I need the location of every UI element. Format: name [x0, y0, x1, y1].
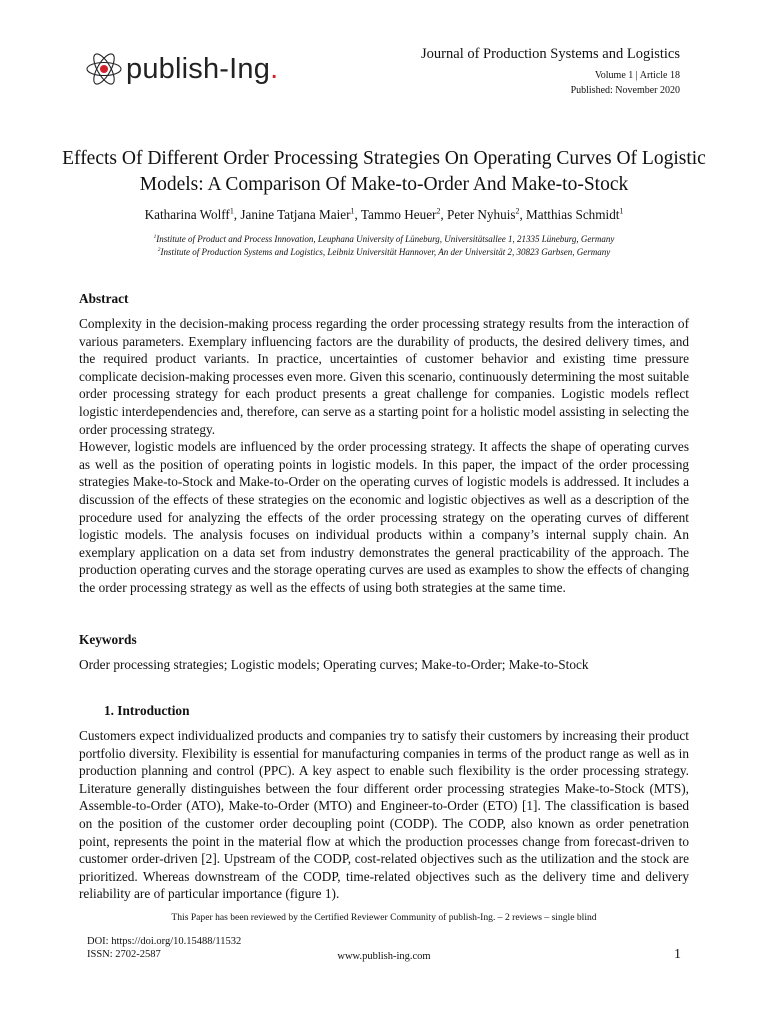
affiliation-2: $^2$Institute of Production Systems and Logistics, Leibniz Universität Hannover, An der Universität 2, 30823 Garbsen, Germany [157, 247, 611, 257]
doi-link[interactable]: DOI: https://doi.org/10.15488/11532 [87, 936, 242, 947]
introduction-body: Customers expect individualized products and companies try to satisfy their customers by increasing their product portfolio diversity. Flexibility is essential for manufacturing companies in terms of the product range as well as in production planning and control (PPC). A key aspect to enable such flexibility is the order processing strategy. Literature generally distinguishes between the four different order processing strategies Make-to-Stock (MTS), Assemble-to-Order (ATO), Make-to-Order (MTO) and Engineer-to-Order (ETO) [1]. The classification is based on the position of the customer order decoupling point (CODP). The CODP, also known as order penetration point, represents the point in the material flow at which the production processes change from forecast-driven to customer order-driven [2]. Upstream of the CODP, cost-related objectives such as the utilization and the stock are prioritized. Whereas downstream of the CODP, time-related objectives such as the delivery time and delivery reliability are of particular importance (figure 1). [79, 728, 689, 902]
author: Matthias Schmidt$^1$ [526, 206, 624, 222]
abstract-heading: Abstract [79, 291, 129, 306]
website-link[interactable]: www.publish-ing.com [337, 951, 431, 962]
journal-meta [421, 68, 680, 98]
author-list [60, 207, 708, 223]
affiliations [60, 233, 708, 259]
paper-title: Effects Of Different Order Processing Strategies On Operating Curves Of Logistic Models: A Comparison Of Make-to-Order And Make-to-Stock [62, 148, 706, 195]
affiliation-1: $^1$Institute of Product and Process Innovation, Leuphana University of Lüneburg, Universitätsallee 1, 21335 Lüneburg, Germany [153, 234, 615, 244]
publisher-logo [84, 44, 278, 94]
author: Tammo Heuer$^2$, [360, 206, 447, 222]
page-number: 1 [674, 947, 681, 962]
abstract-body [79, 315, 689, 597]
introduction-heading: 1. Introduction [104, 703, 190, 718]
author: Janine Tatjana Maier$^1$, [240, 206, 361, 222]
published-date: Published: November 2020 [570, 85, 680, 96]
journal-name: Journal of Production Systems and Logistics [421, 46, 680, 62]
author: Katharina Wolff$^1$, [144, 206, 241, 222]
issn: ISSN: 2702-2587 [87, 949, 161, 960]
keywords-text: Order processing strategies; Logistic models; Operating curves; Make-to-Order; Make-to-Stock [79, 657, 589, 672]
volume-article: Volume 1 | Article 18 [594, 70, 680, 81]
journal-header [421, 46, 680, 98]
abstract-paragraph-2: However, logistic models are influenced by the order processing strategy. It affects the shape of operating curves as well as the position of operating points in logistic models. In this paper, the impact of the order processing strategies Make-to-Stock and Make-to-Order on the operating curves of logistic models is addressed. It includes a discussion of the effects of these strategies on the economic and logistic objectives as well as a description of the procedure used for analyzing the effects of the order processing strategy on the operating curves of different logistic models. The analysis focuses on individual products within a company’s internal supply chain. An exemplary application on a data set from industry demonstrates the general practicability of the approach. The production operating curves and the storage operating curves are used as examples to show the effects of changing the order processing strategy as well as the effects of using both strategies at the same time. [79, 439, 689, 595]
logo-wordmark: publish-Ing. [126, 52, 279, 85]
review-note: This Paper has been reviewed by the Certified Reviewer Community of publish-Ing. – 2 reviews – single blind [171, 912, 597, 923]
abstract-paragraph-1: Complexity in the decision-making process regarding the order processing strategy results from the interaction of various parameters. Exemplary influencing factors are the durability of products, the desired delivery times, and the required product variants. In practice, uncertainties of customer behavior and existing time pressure complicate decision-making processes even more. Given this scenario, continuously determining the most suitable order processing strategy for each product presents a great challenge for companies. Logistic models reflect logistic interdependencies and, therefore, can serve as a starting point for a holistic model assisting in selecting the order processing strategy. [79, 316, 689, 437]
keywords-heading: Keywords [79, 632, 137, 647]
atom-logo-icon [84, 46, 124, 92]
author: Peter Nyhuis$^2$, [447, 206, 527, 222]
